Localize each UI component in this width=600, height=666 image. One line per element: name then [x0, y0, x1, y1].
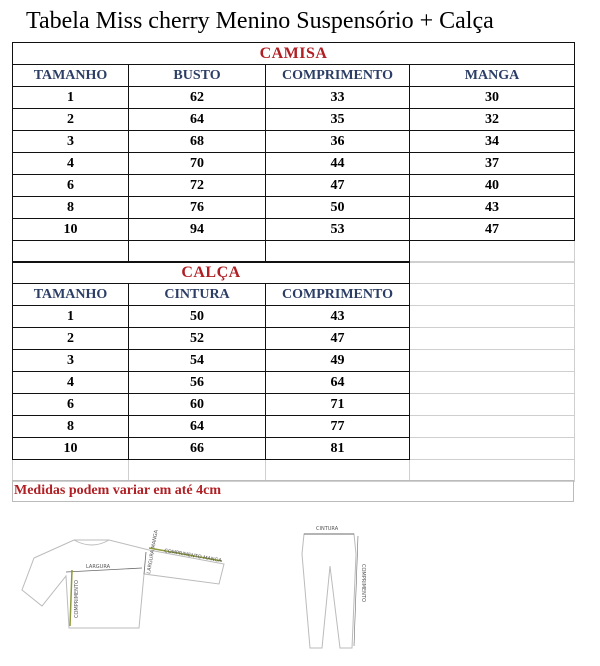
pants-label-length: COMPRIMENTO [360, 564, 366, 602]
cell: 1 [13, 306, 129, 328]
table-row [13, 394, 575, 416]
table-row [13, 197, 575, 219]
table-row [13, 350, 575, 372]
table-row [13, 416, 575, 438]
cell: 71 [266, 394, 410, 416]
empty-row [13, 460, 575, 482]
cell: 36 [266, 131, 410, 153]
cell: 64 [129, 416, 266, 438]
table-row [13, 306, 575, 328]
cell: 50 [266, 197, 410, 219]
table-row [13, 109, 575, 131]
shirt-label-length: COMPRIMENTO [74, 580, 80, 618]
empty-row [13, 241, 575, 263]
cell: 43 [266, 306, 410, 328]
cell: 81 [266, 438, 410, 460]
cell: 50 [129, 306, 266, 328]
cell: 60 [129, 394, 266, 416]
cell: 2 [13, 109, 129, 131]
cell: 37 [410, 153, 575, 175]
cell: 64 [129, 109, 266, 131]
cell: 56 [129, 372, 266, 394]
cell: 6 [13, 394, 129, 416]
table-row [13, 87, 575, 109]
page-title: Tabela Miss cherry Menino Suspensório + Calça [26, 8, 494, 34]
cell: 33 [266, 87, 410, 109]
table-row [13, 438, 575, 460]
shirt-label-width: LARGURA [86, 564, 111, 570]
pants-section-label: CALÇA [13, 262, 410, 284]
cell: 70 [129, 153, 266, 175]
shirt-label-sleeve-length: COMPRIMENTO MANGA [163, 548, 223, 565]
pants-header-size: TAMANHO [13, 284, 129, 306]
cell: 4 [13, 153, 129, 175]
cell: 34 [410, 131, 575, 153]
shirt-size-table [12, 42, 575, 263]
cell: 6 [13, 175, 129, 197]
cell: 1 [13, 87, 129, 109]
shirt-measurement-diagram [14, 528, 246, 638]
cell: 64 [266, 372, 410, 394]
cell: 35 [266, 109, 410, 131]
table-row [13, 153, 575, 175]
cell: 47 [410, 219, 575, 241]
cell: 30 [410, 87, 575, 109]
shirt-header-length: COMPRIMENTO [266, 65, 410, 87]
cell: 8 [13, 197, 129, 219]
cell: 68 [129, 131, 266, 153]
table-row [13, 131, 575, 153]
cell: 44 [266, 153, 410, 175]
cell: 94 [129, 219, 266, 241]
cell: 54 [129, 350, 266, 372]
cell: 10 [13, 438, 129, 460]
pants-size-table [12, 261, 575, 482]
pants-header-waist: CINTURA [129, 284, 266, 306]
cell: 49 [266, 350, 410, 372]
pants-header-length: COMPRIMENTO [266, 284, 410, 306]
cell: 4 [13, 372, 129, 394]
table-row [13, 372, 575, 394]
cell: 53 [266, 219, 410, 241]
table-row [13, 328, 575, 350]
table-row [13, 219, 575, 241]
cell: 72 [129, 175, 266, 197]
cell: 3 [13, 131, 129, 153]
shirt-header-chest: BUSTO [129, 65, 266, 87]
cell: 10 [13, 219, 129, 241]
shirt-label-sleeve-width: LARGURA MANGA [146, 529, 160, 575]
table-row [13, 175, 575, 197]
cell: 2 [13, 328, 129, 350]
cell: 47 [266, 328, 410, 350]
cell: 8 [13, 416, 129, 438]
cell: 62 [129, 87, 266, 109]
cell: 77 [266, 416, 410, 438]
measurement-note: Medidas podem variar em até 4cm [14, 483, 221, 498]
cell: 66 [129, 438, 266, 460]
cell: 47 [266, 175, 410, 197]
cell: 3 [13, 350, 129, 372]
cell: 32 [410, 109, 575, 131]
cell: 76 [129, 197, 266, 219]
shirt-header-size: TAMANHO [13, 65, 129, 87]
cell: 52 [129, 328, 266, 350]
pants-measurement-diagram [292, 524, 372, 654]
cell: 43 [410, 197, 575, 219]
shirt-header-sleeve: MANGA [410, 65, 575, 87]
shirt-section-label: CAMISA [13, 43, 575, 65]
cell: 40 [410, 175, 575, 197]
pants-label-waist: CINTURA [316, 526, 339, 532]
